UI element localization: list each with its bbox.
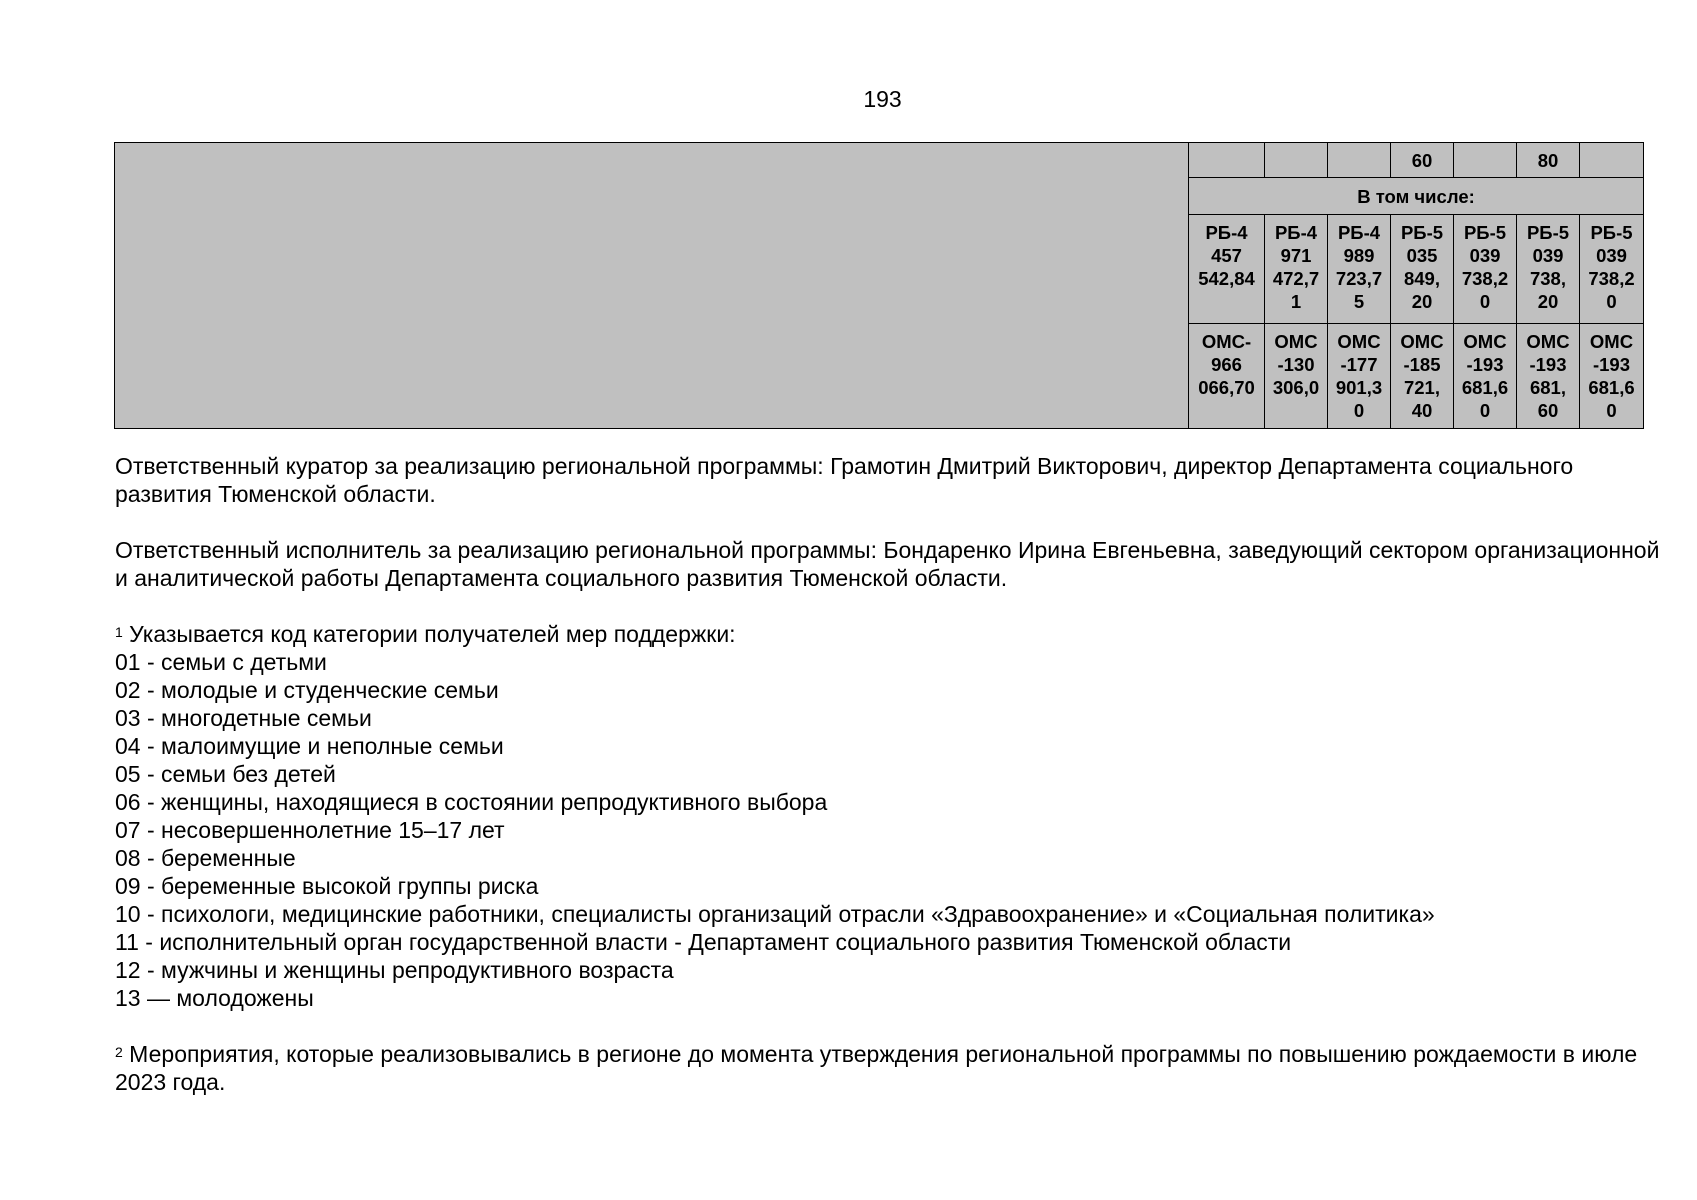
- footnote-1-heading: [115, 620, 1675, 648]
- rb-cell: РБ-5 039 738,2 0: [1580, 215, 1644, 324]
- category-item: 13 — молодожены: [115, 985, 314, 1011]
- category-item: 11 - исполнительный орган государственной власти - Департамент социального развития Тюменской области: [115, 929, 1292, 955]
- footnote-marker: 1: [115, 624, 123, 640]
- category-item: 05 - семьи без детей: [115, 761, 336, 787]
- table-cell: [1454, 143, 1517, 178]
- footnote-marker: 2: [115, 1044, 123, 1060]
- category-item: 03 - многодетные семьи: [115, 705, 372, 731]
- footnote-1-heading-text: Указывается код категории получателей мер поддержки:: [122, 621, 736, 647]
- budget-table: [114, 142, 1644, 429]
- footnote-2: [115, 1040, 1675, 1096]
- oms-cell: ОМС -193 681,6 0: [1580, 324, 1644, 429]
- footnote-1: [115, 620, 1675, 1012]
- curator-paragraph: Ответственный куратор за реализацию региональной программы: Грамотин Дмитрий Викторович, директор Департамента социального развития Тюменской области.: [115, 453, 1574, 507]
- merged-blank-cell: [115, 143, 1189, 429]
- table-cell: [1580, 143, 1644, 178]
- table-cell: [1189, 143, 1265, 178]
- rb-cell: РБ-5 039 738, 20: [1517, 215, 1580, 324]
- rb-cell: РБ-5 039 738,2 0: [1454, 215, 1517, 324]
- table-row-top: [115, 143, 1644, 178]
- rb-cell: РБ-5 035 849, 20: [1391, 215, 1454, 324]
- category-item: 04 - малоимущие и неполные семьи: [115, 733, 504, 759]
- category-item: 12 - мужчины и женщины репродуктивного возраста: [115, 957, 674, 983]
- budget-table-wrapper: [114, 142, 1644, 429]
- category-item: 02 - молодые и студенческие семьи: [115, 677, 499, 703]
- oms-cell: ОМС -177 901,3 0: [1328, 324, 1391, 429]
- category-item: 06 - женщины, находящиеся в состоянии репродуктивного выбора: [115, 789, 828, 815]
- category-item: 01 - семьи с детьми: [115, 649, 327, 675]
- table-cell: 80: [1517, 143, 1580, 178]
- oms-cell: ОМС -193 681,6 0: [1454, 324, 1517, 429]
- category-item: 08 - беременные: [115, 845, 296, 871]
- category-item: 10 - психологи, медицинские работники, специалисты организаций отрасли «Здравоохранение» и «Социальная политика»: [115, 901, 1435, 927]
- footnote-2-text: Мероприятия, которые реализовывались в регионе до момента утверждения региональной программы по повышению рождаемости в июле 2023 года.: [115, 1041, 1638, 1095]
- table-cell: 60: [1391, 143, 1454, 178]
- oms-cell: ОМС -193 681, 60: [1517, 324, 1580, 429]
- table-cell: [1328, 143, 1391, 178]
- oms-cell: ОМС- 966 066,70: [1189, 324, 1265, 429]
- category-item: 09 - беременные высокой группы риска: [115, 873, 539, 899]
- table-cell: [1265, 143, 1328, 178]
- oms-cell: ОМС -185 721, 40: [1391, 324, 1454, 429]
- rb-cell: РБ-4 971 472,7 1: [1265, 215, 1328, 324]
- rb-cell: РБ-4 457 542,84: [1189, 215, 1265, 324]
- category-item: 07 - несовершеннолетние 15–17 лет: [115, 817, 505, 843]
- oms-cell: ОМС -130 306,0: [1265, 324, 1328, 429]
- including-label: В том числе:: [1189, 178, 1644, 215]
- executor-paragraph: Ответственный исполнитель за реализацию региональной программы: Бондаренко Ирина Евгеньевна, заведующий сектором организационной и аналитической работы Департамента социального развития Тюменской области.: [115, 537, 1660, 591]
- page-number: 193: [863, 86, 902, 112]
- rb-cell: РБ-4 989 723,7 5: [1328, 215, 1391, 324]
